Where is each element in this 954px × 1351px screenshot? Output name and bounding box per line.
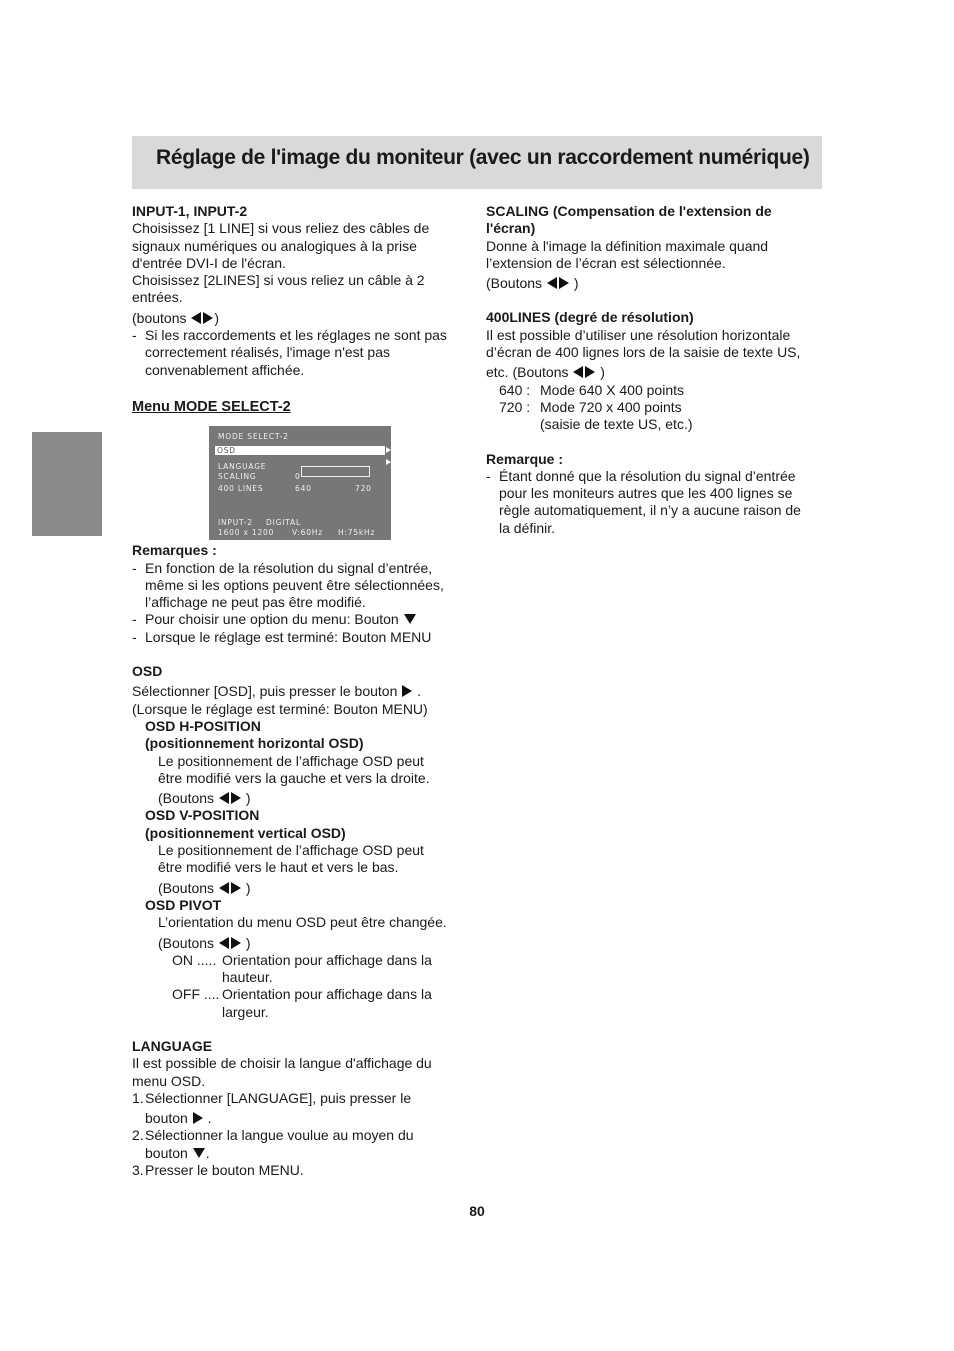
text-line: même si les options peuvent être sélectionnées, [145, 576, 444, 593]
text-line: Étant donné que la résolution du signal d’entrée [499, 467, 796, 484]
text-line: bouton [145, 1110, 188, 1127]
text-line: la définir. [499, 519, 556, 536]
text-line: être modifié vers la gauche et vers la droite. [158, 769, 430, 786]
text-line: (boutons [132, 309, 187, 326]
osd-screen-image [209, 426, 391, 540]
text-line: pour les moniteurs autres que les 400 lignes se [499, 485, 793, 502]
text-line: l’affichage ne peut pas être modifié. [145, 594, 366, 611]
menu-heading: Menu MODE SELECT-2 [132, 398, 291, 415]
text-line: d'entrée DVI-I de l'écran. [132, 254, 286, 271]
language-heading: LANGUAGE [132, 1037, 213, 1054]
side-tab-marker [32, 432, 102, 536]
text-line: Lorsque le réglage est terminé: Bouton MENU [145, 628, 432, 645]
pivot-off-key: OFF .... [172, 986, 220, 1003]
step-number: 3. [132, 1162, 144, 1179]
osd-value: 720 [355, 484, 372, 494]
text-line: ) [214, 309, 220, 326]
right-column [486, 203, 826, 537]
down-arrow-icon [404, 614, 416, 624]
osd-item: OSD [217, 446, 236, 456]
text-line: ) [245, 790, 251, 807]
buttons-line [132, 310, 472, 327]
vpos-subheading: (positionnement vertical OSD) [145, 824, 346, 841]
text-line: être modifié vers le haut et vers le bas. [158, 859, 399, 876]
scaling-heading: SCALING (Compensation de l'extension de [486, 203, 772, 219]
remarques-heading: Remarques : [132, 542, 217, 559]
title-band [132, 136, 822, 189]
right-arrow-icon [231, 792, 241, 804]
text-line: Il est possible d’utiliser une résolution horizontale [486, 326, 791, 343]
pivot-off-item [132, 986, 472, 1021]
scaling-heading-cont: l'écran) [486, 220, 536, 237]
right-arrow-icon [203, 312, 213, 324]
text-line: entrées. [132, 289, 183, 306]
text-line: . [417, 683, 422, 700]
text-line: Presser le bouton MENU. [145, 1162, 304, 1179]
right-arrow-icon [402, 685, 412, 697]
remarque-heading: Remarque : [486, 450, 564, 467]
osd-heading: OSD [132, 663, 163, 680]
text-line: ) [600, 364, 605, 381]
left-arrow-icon [547, 277, 557, 289]
text-line: Sélectionner [LANGUAGE], puis presser le [145, 1089, 412, 1106]
right-arrow-icon [585, 366, 595, 378]
step-item: 2. Sélectionner la langue voulue au moyen du bouton . [132, 1127, 472, 1162]
remark-item: - Lorsque le réglage est terminé: Bouton MENU [132, 629, 472, 646]
right-arrow-icon [193, 1112, 203, 1124]
text-line: Le positionnement de l’affichage OSD peut [158, 752, 424, 769]
hpos-subheading: (positionnement horizontal OSD) [145, 735, 364, 752]
note-item: - Si les raccordements et les réglages ne sont pas correctement réalisés, l'image n'est pas convenablement affichée. [132, 327, 472, 379]
osd-value: 0 [295, 472, 301, 482]
text-line: Donne à l'image la définition maximale quand [486, 237, 769, 254]
osd-input-label: INPUT-2 [218, 518, 253, 528]
remark-item: - Étant donné que la résolution du signal d’entrée pour les moniteurs autres que les 400 lignes se règle automatiquement, il n’y a aucune raison de la définir. [486, 468, 826, 537]
text-line: menu OSD. [132, 1072, 206, 1089]
left-arrow-icon [191, 312, 201, 324]
mode-key: 720 : [499, 398, 531, 415]
text-line: L’orientation du menu OSD peut être changée. [158, 914, 447, 931]
text-line: En fonction de la résolution du signal d’entrée, [145, 559, 433, 576]
text-line: etc. (Boutons [486, 364, 569, 381]
text-line: (Lorsque le réglage est terminé: Bouton MENU) [132, 700, 428, 717]
text-line: Il est possible de choisir la langue d'affichage du [132, 1055, 432, 1072]
hpos-heading: OSD H-POSITION [145, 717, 261, 734]
page-number: 80 [469, 1203, 485, 1219]
text-line: Pour choisir une option du menu: Bouton [145, 611, 399, 628]
text-line: Le positionnement de l’affichage OSD peut [158, 842, 424, 859]
text-line: ) [245, 879, 251, 896]
left-arrow-icon [219, 792, 229, 804]
right-arrow-icon [231, 882, 241, 894]
text-line: bouton [145, 1144, 188, 1161]
step-number: 2. [132, 1127, 144, 1144]
text-line: Orientation pour affichage dans la [222, 986, 432, 1003]
text-line: Si les raccordements et les réglages ne sont pas [145, 327, 447, 344]
mode-720-item [486, 399, 826, 434]
page-title: Réglage de l'image du moniteur (avec un raccordement numérique) [156, 146, 810, 169]
mode-key: 640 : [499, 381, 531, 398]
osd-input-mode: DIGITAL [266, 518, 301, 528]
text-line: correctement réalisés, l'image n'est pas [145, 344, 391, 361]
osd-item: LANGUAGE [218, 462, 267, 472]
vpos-heading: OSD V-POSITION [145, 807, 260, 824]
text-line: (Boutons [158, 790, 215, 807]
remark-item: - En fonction de la résolution du signal d’entrée, même si les options peuvent être sélectionnées, l’affichage ne peut pas être modifié. [132, 560, 472, 612]
left-arrow-icon [219, 882, 229, 894]
right-arrow-icon [231, 937, 241, 949]
text-line: Choisissez [1 LINE] si vous reliez des câbles de [132, 220, 430, 237]
text-line: Mode 720 x 400 points [540, 398, 682, 415]
remark-item: - Pour choisir une option du menu: Bouton [132, 611, 472, 628]
right-arrow-icon [559, 277, 569, 289]
osd-item: SCALING [218, 472, 257, 482]
pivot-on-key: ON ..... [172, 951, 217, 968]
text-line: (saisie de texte US, etc.) [540, 416, 693, 433]
left-column [132, 203, 472, 1179]
down-arrow-icon [193, 1148, 205, 1158]
text-line: l’extension de l’écran est sélectionnée. [486, 254, 726, 271]
left-arrow-icon [573, 366, 583, 378]
lines-heading: 400LINES (degré de résolution) [486, 309, 694, 326]
pivot-on-item [132, 952, 472, 987]
text-line: ) [245, 934, 251, 951]
text-line: ) [573, 275, 579, 292]
text-line: hauteur. [222, 969, 273, 986]
osd-highlight-row [215, 446, 385, 455]
text-line: Sélectionner la langue voulue au moyen du [145, 1127, 414, 1144]
text-line: Sélectionner [OSD], puis presser le bouton [132, 683, 398, 700]
step-number: 1. [132, 1089, 144, 1106]
text-line: signaux numériques ou analogiques à la prise [132, 237, 417, 254]
text-line: (Boutons [158, 879, 215, 896]
osd-arrow-icon [386, 459, 391, 465]
text-line: (Boutons [158, 934, 215, 951]
text-line: règle automatiquement, il n’y a aucune raison de [499, 502, 801, 519]
step-item [132, 1162, 472, 1179]
osd-title: MODE SELECT-2 [218, 432, 289, 442]
osd-resolution: 1600 x 1200 [218, 528, 275, 538]
text-line: d’écran de 400 lignes lors de la saisie de texte US, [486, 344, 801, 361]
osd-arrow-icon [386, 447, 391, 453]
text-line: Choisissez [2LINES] si vous reliez un câble à 2 [132, 272, 425, 289]
mode-640-item [486, 382, 826, 399]
text-line: largeur. [222, 1003, 269, 1020]
text-line: Mode 640 X 400 points [540, 381, 684, 398]
osd-value: 640 [295, 484, 312, 494]
osd-item: 400 LINES [218, 484, 264, 494]
step-item: 1. Sélectionner [LANGUAGE], puis presser le bouton . [132, 1090, 472, 1128]
osd-hfreq: H:75kHz [338, 528, 376, 538]
osd-scaling-bar [301, 466, 370, 477]
osd-vfreq: V:60Hz [292, 528, 323, 538]
text-line: Orientation pour affichage dans la [222, 951, 432, 968]
text-line: (Boutons [486, 275, 543, 292]
text-line: convenablement affichée. [145, 361, 305, 378]
input-heading: INPUT-1, INPUT-2 [132, 203, 248, 219]
left-arrow-icon [219, 937, 229, 949]
pivot-heading: OSD PIVOT [145, 896, 222, 913]
